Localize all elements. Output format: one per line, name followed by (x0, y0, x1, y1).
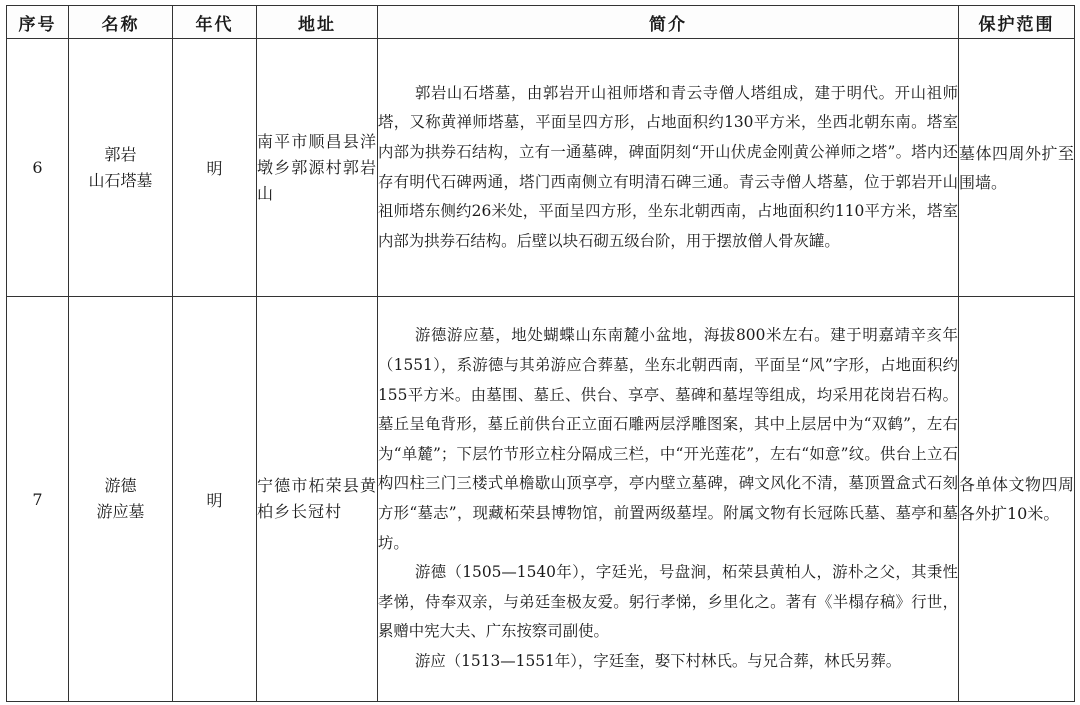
row-address: 南平市顺昌县洋墩乡郭源村郭岩山 (257, 39, 378, 297)
row-era: 明 (173, 297, 257, 702)
header-row (7, 6, 1075, 39)
table-row (7, 39, 1075, 297)
row-name (69, 39, 173, 297)
header-scope: 保护范围 (959, 6, 1075, 39)
header-no: 序号 (7, 6, 69, 39)
intro-paragraph: 游德游应墓，地处蝴蝶山东南麓小盆地，海拔800米左右。建于明嘉靖辛亥年（1551），系游德与其弟游应合葬墓，坐东北朝西南，平面呈“风”字形，占地面积约155平方米。由墓围、墓丘、供台、享亭、墓碑和墓埕等组成，均采用花岗岩石构。墓丘呈龟背形，墓丘前供台正立面石雕两层浮雕图案，其中上层居中为“双鹤”，左右为“单麓”；下层竹节形立柱分隔成三栏，中“开光莲花”，左右“如意”纹。供台上立石构四柱三门三楼式单檐歇山顶享亭，亭内壁立墓碑，碑文风化不清，墓顶置盒式石刻方形“墓志”，现藏柘荣县博物馆，前置两级墓埕。附属文物有长冠陈氏墓、墓亭和墓坊。 (378, 326, 958, 552)
row-name (69, 297, 173, 702)
row-address: 宁德市柘荣县黄柏乡长冠村 (257, 297, 378, 702)
table-row (7, 297, 1075, 702)
intro-paragraph: 游德（1505—1540年），字廷光，号盘涧，柘荣县黄柏人，游朴之父，其秉性孝悌，侍奉双亲，与弟廷奎极友爱。躬行孝悌，乡里化之。著有《半榻存稿》行世，累赠中宪大夫、广东按察司副使。 (378, 563, 958, 641)
header-address: 地址 (257, 6, 378, 39)
row-name-line: 游德 (104, 476, 137, 495)
row-no: 6 (7, 39, 69, 297)
row-name-line: 游应墓 (96, 502, 145, 521)
row-name-line: 山石塔墓 (88, 170, 153, 190)
intro-paragraph: 郭岩山石塔墓，由郭岩开山祖师塔和青云寺僧人塔组成，建于明代。开山祖师塔，又称黄禅师塔墓，平面呈四方形，占地面积约130平方米，坐西北朝东南。塔室内部为拱券石结构，立有一通墓碑，碑面阴刻“开山伏虎金刚黄公禅师之塔”。塔内还存有明代石碑两通，塔门西南侧立有明清石碑三通。青云寺僧人塔墓，位于郭岩开山祖师塔东侧约26米处，平面呈四方形，坐东北朝西南，占地面积约110平方米，塔室内部为拱券石结构。后壁以块石砌五级台阶，用于摆放僧人骨灰罐。 (378, 83, 958, 250)
header-era: 年代 (173, 6, 257, 39)
row-scope: 墓体四周外扩至围墙。 (959, 39, 1075, 297)
header-name: 名称 (69, 6, 173, 39)
row-no: 7 (7, 297, 69, 702)
row-name-line: 郭岩 (104, 144, 137, 164)
row-intro (378, 39, 959, 297)
row-scope: 各单体文物四周各外扩10米。 (959, 297, 1075, 702)
row-era: 明 (173, 39, 257, 297)
row-intro (378, 297, 959, 702)
intro-paragraph: 游应（1513—1551年），字廷奎，娶下村林氏。与兄合葬，林氏另葬。 (414, 651, 902, 670)
header-intro: 简介 (378, 6, 959, 39)
heritage-table (6, 5, 1075, 702)
